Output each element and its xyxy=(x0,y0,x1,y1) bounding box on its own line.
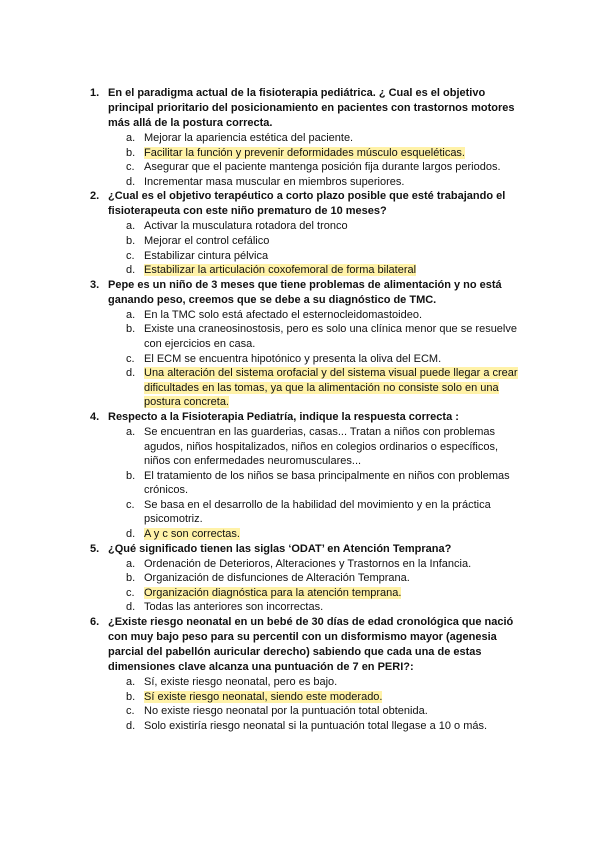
option-letter: a. xyxy=(126,132,136,144)
option-d xyxy=(90,600,520,615)
option-letter: b. xyxy=(126,146,136,159)
option-text: El ECM se encuentra hipotónico y presenta la oliva del ECM. xyxy=(144,352,442,365)
highlighted-answer: A y c son correctas. xyxy=(144,528,240,541)
option-a xyxy=(90,675,520,690)
option-a xyxy=(90,219,520,234)
option-letter: c. xyxy=(126,586,135,599)
option-b xyxy=(90,146,520,161)
question-4 xyxy=(90,410,520,542)
question-text: Respecto a la Fisioterapia Pediatría, indique la respuesta correcta : xyxy=(108,410,459,423)
option-letter: d. xyxy=(126,264,136,277)
option-letter: a. xyxy=(126,676,136,689)
option-letter: d. xyxy=(126,601,136,614)
question-number: 6. xyxy=(90,616,100,629)
option-d xyxy=(90,175,520,190)
option-text: Incrementar masa muscular en miembros superiores. xyxy=(144,175,405,188)
option-letter: b. xyxy=(126,572,136,585)
option-letter: c. xyxy=(126,161,135,174)
option-b xyxy=(90,690,520,705)
option-c xyxy=(90,498,520,527)
option-letter: b. xyxy=(126,234,136,247)
option-c xyxy=(90,704,520,719)
option-a xyxy=(90,131,520,146)
option-text: Sí, existe riesgo neonatal, pero es bajo. xyxy=(144,676,338,689)
option-letter: a. xyxy=(126,308,136,321)
option-b xyxy=(90,322,520,351)
option-d xyxy=(90,527,520,542)
question-3 xyxy=(90,278,520,410)
option-letter: d. xyxy=(126,367,136,380)
option-list xyxy=(90,425,520,542)
option-c xyxy=(90,586,520,601)
question-1 xyxy=(90,86,520,189)
option-c xyxy=(90,160,520,175)
option-a xyxy=(90,425,520,469)
option-letter: b. xyxy=(126,690,136,703)
option-text: Mejorar la apariencia estética del paciente. xyxy=(144,132,354,144)
option-b xyxy=(90,234,520,249)
option-c xyxy=(90,249,520,264)
question-6 xyxy=(90,615,520,733)
option-list xyxy=(90,557,520,615)
highlighted-answer: Sí existe riesgo neonatal, siendo este moderado. xyxy=(144,690,383,703)
highlighted-answer: Estabilizar la articulación coxofemoral de forma bilateral xyxy=(144,264,417,277)
option-text: Se encuentran en las guarderias, casas... Tratan a niños con problemas agudos, niños hospitalizados, niños en colegios ordinarios o específicos, niños con enfermedades neuromusculares... xyxy=(144,425,499,468)
option-letter: a. xyxy=(126,425,136,438)
option-list xyxy=(90,308,520,410)
option-text: Existe una craneosinostosis, pero es solo una clínica menor que se resuelve con ejercicios en casa. xyxy=(144,323,517,350)
option-text: Se basa en el desarrollo de la habilidad del movimiento y en la práctica psicomotriz. xyxy=(144,498,491,526)
option-text: Organización de disfunciones de Alteración Temprana. xyxy=(144,572,410,585)
highlighted-answer: Organización diagnóstica para la atención temprana. xyxy=(144,586,402,599)
option-list xyxy=(90,219,520,277)
option-text: Todas las anteriores son incorrectas. xyxy=(144,601,324,614)
option-a xyxy=(90,308,520,323)
option-text: En la TMC solo está afectado el esternocleidomastoideo. xyxy=(144,308,423,321)
option-a xyxy=(90,557,520,572)
option-letter: c. xyxy=(126,249,135,262)
option-letter: b. xyxy=(126,323,136,336)
option-d xyxy=(90,263,520,278)
option-list xyxy=(90,131,520,189)
option-text: Ordenación de Deterioros, Alteraciones y Trastornos en la Infancia. xyxy=(144,557,472,570)
option-c xyxy=(90,352,520,367)
option-text: El tratamiento de los niños se basa principalmente en niños con problemas crónicos. xyxy=(144,469,510,497)
question-number: 2. xyxy=(90,190,100,203)
option-text: Activar la musculatura rotadora del tronco xyxy=(144,220,348,233)
question-text: ¿Qué significado tienen las siglas ‘ODAT’ en Atención Temprana? xyxy=(108,542,452,555)
option-letter: a. xyxy=(126,220,136,233)
option-text: Estabilizar cintura pélvica xyxy=(144,249,269,262)
option-text: Mejorar el control cefálico xyxy=(144,234,270,247)
option-letter: c. xyxy=(126,705,135,718)
question-number: 1. xyxy=(90,87,100,99)
question-number: 4. xyxy=(90,410,100,423)
option-text: No existe riesgo neonatal por la puntuación total obtenida. xyxy=(144,705,428,718)
question-text: Pepe es un niño de 3 meses que tiene problemas de alimentación y no está ganando peso, creemos que se debe a su diagnóstico de TMC. xyxy=(108,278,502,306)
question-number: 5. xyxy=(90,542,100,555)
option-b xyxy=(90,469,520,498)
option-b xyxy=(90,571,520,586)
question-text: ¿Existe riesgo neonatal en un bebé de 30 días de edad cronológica que nació con muy bajo peso para su percentil con un disformismo mayor (agenesia parcial del pabellón auricular derecho) sabiendo que cada una de estas dimensiones clave alcanza una puntuación de 7 en PERI?: xyxy=(108,616,514,674)
option-letter: a. xyxy=(126,557,136,570)
question-list xyxy=(90,86,520,733)
option-d xyxy=(90,366,520,410)
highlighted-answer: Facilitar la función y prevenir deformidades músculo esqueléticas. xyxy=(144,146,465,159)
option-letter: b. xyxy=(126,469,136,482)
option-letter: c. xyxy=(126,352,135,365)
question-text: ¿Cual es el objetivo terapéutico a corto plazo posible que esté trabajando el fisioterapeuta con este niño prematuro de 10 meses? xyxy=(108,190,506,218)
option-letter: d. xyxy=(126,175,136,188)
option-letter: d. xyxy=(126,719,136,732)
option-text: Asegurar que el paciente mantenga posición fija durante largos periodos. xyxy=(144,161,501,174)
option-letter: d. xyxy=(126,528,136,541)
question-text: En el paradigma actual de la fisioterapia pediátrica. ¿ Cual es el objetivo principal prioritario del posicionamiento en pacientes con trastornos motores más allá de la postura correcta. xyxy=(108,87,515,129)
question-5 xyxy=(90,542,520,615)
question-number: 3. xyxy=(90,278,100,291)
highlighted-answer: Una alteración del sistema orofacial y del sistema visual puede llegar a crear dificultades en las tomas, ya que la alimentación no consiste solo en una postura concreta. xyxy=(144,367,518,409)
question-2 xyxy=(90,189,520,277)
option-list xyxy=(90,675,520,733)
option-letter: c. xyxy=(126,498,135,511)
option-d xyxy=(90,719,520,734)
option-text: Solo existiría riesgo neonatal si la puntuación total llegase a 10 o más. xyxy=(144,719,488,732)
